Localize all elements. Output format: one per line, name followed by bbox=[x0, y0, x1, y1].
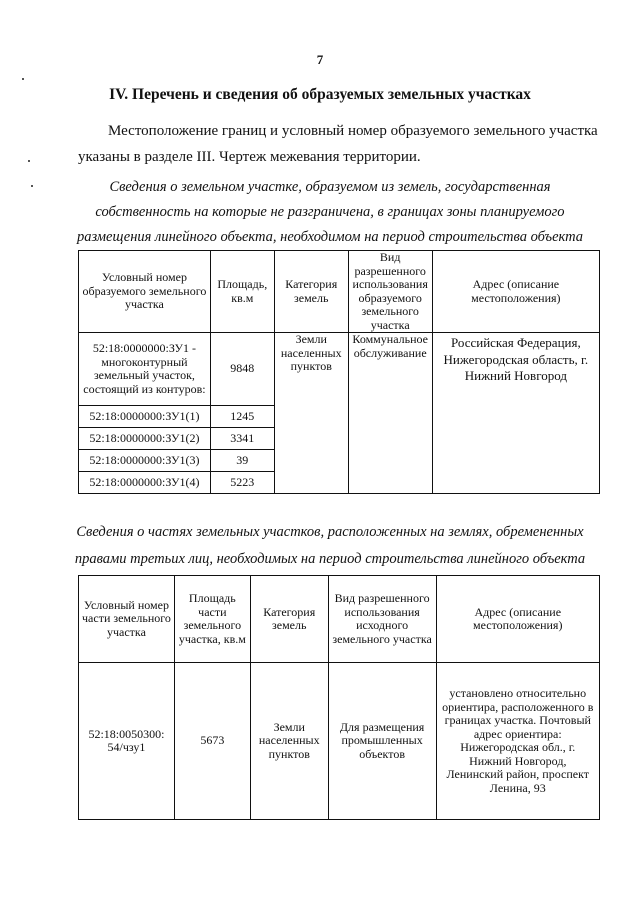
header-area: Площадь части земельного участка, кв.м bbox=[174, 576, 250, 663]
scan-speck bbox=[31, 185, 33, 187]
page-number: 7 bbox=[316, 52, 324, 67]
section1-title-line-1: Сведения о земельном участке, образуемом из земель, государственная bbox=[109, 179, 551, 195]
header-number: Условный номер части земельного участка bbox=[79, 576, 175, 663]
table-row bbox=[79, 333, 600, 406]
land-part-table bbox=[78, 575, 600, 820]
section1-title-line-3: размещения линейного объекта, необходимом на период строительства объекта bbox=[76, 229, 584, 245]
part-number: 52:18:0050300: 54/чзу1 bbox=[79, 663, 175, 820]
header-category: Категория земель bbox=[250, 576, 328, 663]
header-category: Категория земель bbox=[274, 251, 348, 333]
intro-line-2: указаны в разделе III. Чертеж межевания территории. bbox=[78, 149, 421, 165]
intro-line-1: Местоположение границ и условный номер образуемого земельного участка bbox=[108, 123, 598, 139]
main-area: 9848 bbox=[210, 333, 274, 406]
contour-number: 52:18:0000000:ЗУ1(1) bbox=[79, 406, 211, 428]
main-category: Земли населенных пунктов bbox=[274, 333, 348, 494]
scan-speck bbox=[28, 160, 30, 162]
main-use: Коммунальное обслуживание bbox=[348, 333, 432, 494]
contour-area: 5223 bbox=[210, 472, 274, 494]
land-plot-table bbox=[78, 250, 600, 494]
part-area: 5673 bbox=[174, 663, 250, 820]
table-row bbox=[79, 663, 600, 820]
table-header-row bbox=[79, 576, 600, 663]
contour-number: 52:18:0000000:ЗУ1(2) bbox=[79, 428, 211, 450]
section2-title-line-1: Сведения о частях земельных участков, расположенных на землях, обремененных bbox=[76, 524, 584, 540]
header-address: Адрес (описание местоположения) bbox=[436, 576, 599, 663]
header-use: Вид разрешенного использования исходного земельного участка bbox=[328, 576, 436, 663]
section2-title-line-2: правами третьих лиц, необходимых на период строительства линейного объекта bbox=[74, 551, 586, 567]
main-address: Российская Федерация, Нижегородская область, г. Нижний Новгород bbox=[432, 333, 599, 494]
contour-area: 1245 bbox=[210, 406, 274, 428]
table-header-row bbox=[79, 251, 600, 333]
scan-speck bbox=[22, 78, 24, 80]
contour-number: 52:18:0000000:ЗУ1(3) bbox=[79, 450, 211, 472]
part-category: Земли населенных пунктов bbox=[250, 663, 328, 820]
part-address: установлено относительно ориентира, расположенного в границах участка. Почтовый адрес ориентира: Нижегородская обл., г. Нижний Новгород, Ленинский район, проспект Ленина, 93 bbox=[436, 663, 599, 820]
contour-area: 3341 bbox=[210, 428, 274, 450]
contour-number: 52:18:0000000:ЗУ1(4) bbox=[79, 472, 211, 494]
part-use: Для размещения промышленных объектов bbox=[328, 663, 436, 820]
header-area: Площадь, кв.м bbox=[210, 251, 274, 333]
header-use: Вид разрешенного использования образуемого земельного участка bbox=[348, 251, 432, 333]
header-number: Условный номер образуемого земельного участка bbox=[79, 251, 211, 333]
contour-area: 39 bbox=[210, 450, 274, 472]
section1-title-line-2: собственность на которые не разграничена, в границах зоны планируемого bbox=[95, 204, 565, 220]
section-heading: IV. Перечень и сведения об образуемых земельных участках bbox=[109, 86, 531, 103]
main-number: 52:18:0000000:ЗУ1 - многоконтурный земельный участок, состоящий из контуров: bbox=[79, 333, 211, 406]
header-address: Адрес (описание местоположения) bbox=[432, 251, 599, 333]
